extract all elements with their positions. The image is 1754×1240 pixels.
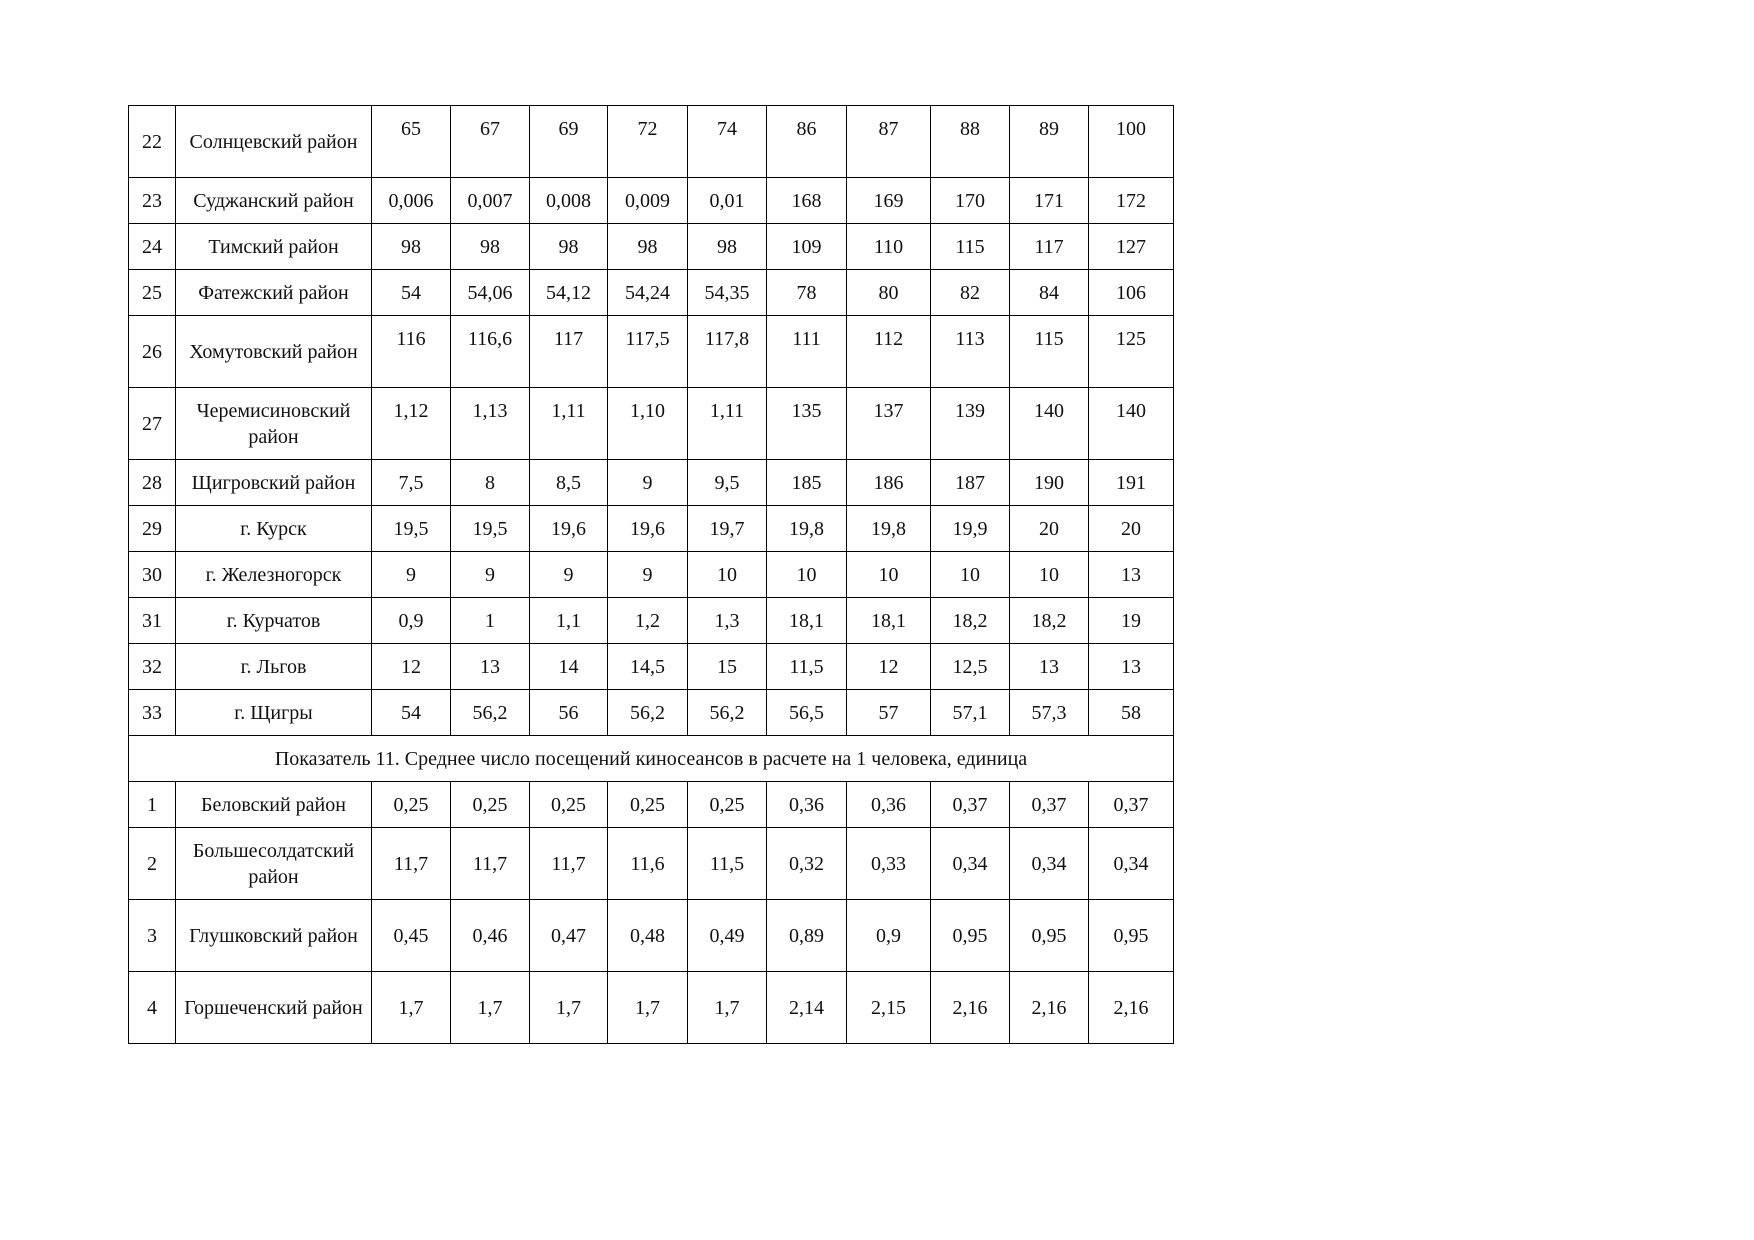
- value-cell: 11,5: [688, 828, 767, 900]
- value-cell: 1,7: [372, 972, 451, 1044]
- value-cell: 0,32: [767, 828, 847, 900]
- value-cell: 0,37: [1089, 782, 1174, 828]
- value-cell: 18,1: [767, 598, 847, 644]
- value-cell: 1,11: [688, 388, 767, 460]
- value-cell: 0,01: [688, 178, 767, 224]
- value-cell: 98: [451, 224, 530, 270]
- table-row: [129, 270, 1174, 316]
- value-cell: 19,7: [688, 506, 767, 552]
- statistics-table: [128, 105, 1174, 1044]
- value-cell: 9: [451, 552, 530, 598]
- lower-table-body: [129, 782, 1174, 1044]
- value-cell: 57: [847, 690, 931, 736]
- value-cell: 19,8: [767, 506, 847, 552]
- row-number: 24: [129, 224, 176, 270]
- value-cell: 10: [767, 552, 847, 598]
- value-cell: 186: [847, 460, 931, 506]
- table-row: [129, 598, 1174, 644]
- value-cell: 0,89: [767, 900, 847, 972]
- row-number: 26: [129, 316, 176, 388]
- value-cell: 14,5: [608, 644, 688, 690]
- district-name: Солнцевский район: [176, 106, 372, 178]
- value-cell: 10: [931, 552, 1010, 598]
- value-cell: 0,95: [931, 900, 1010, 972]
- district-name: Тимский район: [176, 224, 372, 270]
- value-cell: 0,25: [372, 782, 451, 828]
- value-cell: 171: [1010, 178, 1089, 224]
- value-cell: 2,16: [1089, 972, 1174, 1044]
- value-cell: 54,12: [530, 270, 608, 316]
- value-cell: 9,5: [688, 460, 767, 506]
- value-cell: 0,49: [688, 900, 767, 972]
- value-cell: 10: [847, 552, 931, 598]
- value-cell: 84: [1010, 270, 1089, 316]
- value-cell: 86: [767, 106, 847, 178]
- value-cell: 8: [451, 460, 530, 506]
- value-cell: 0,37: [931, 782, 1010, 828]
- table-row: [129, 506, 1174, 552]
- value-cell: 98: [372, 224, 451, 270]
- upper-table-body: [129, 106, 1174, 736]
- value-cell: 13: [1010, 644, 1089, 690]
- value-cell: 54,35: [688, 270, 767, 316]
- row-number: 25: [129, 270, 176, 316]
- value-cell: 185: [767, 460, 847, 506]
- district-name: г. Железногорск: [176, 552, 372, 598]
- value-cell: 56,2: [451, 690, 530, 736]
- value-cell: 135: [767, 388, 847, 460]
- table-row: [129, 106, 1174, 178]
- value-cell: 19,5: [372, 506, 451, 552]
- table-row: [129, 460, 1174, 506]
- value-cell: 10: [1010, 552, 1089, 598]
- value-cell: 125: [1089, 316, 1174, 388]
- value-cell: 11,6: [608, 828, 688, 900]
- value-cell: 0,33: [847, 828, 931, 900]
- table-row: [129, 552, 1174, 598]
- district-name: Глушковский район: [176, 900, 372, 972]
- value-cell: 169: [847, 178, 931, 224]
- value-cell: 11,7: [451, 828, 530, 900]
- value-cell: 56,2: [608, 690, 688, 736]
- value-cell: 116: [372, 316, 451, 388]
- value-cell: 140: [1089, 388, 1174, 460]
- value-cell: 111: [767, 316, 847, 388]
- value-cell: 115: [931, 224, 1010, 270]
- value-cell: 0,46: [451, 900, 530, 972]
- row-number: 23: [129, 178, 176, 224]
- value-cell: 0,48: [608, 900, 688, 972]
- row-number: 2: [129, 828, 176, 900]
- value-cell: 18,2: [1010, 598, 1089, 644]
- district-name: Суджанский район: [176, 178, 372, 224]
- value-cell: 1,7: [530, 972, 608, 1044]
- table-row: [129, 900, 1174, 972]
- value-cell: 13: [1089, 552, 1174, 598]
- value-cell: 117,5: [608, 316, 688, 388]
- district-name: Щигровский район: [176, 460, 372, 506]
- value-cell: 0,009: [608, 178, 688, 224]
- value-cell: 0,95: [1010, 900, 1089, 972]
- value-cell: 0,36: [847, 782, 931, 828]
- row-number: 30: [129, 552, 176, 598]
- row-number: 33: [129, 690, 176, 736]
- value-cell: 117,8: [688, 316, 767, 388]
- value-cell: 0,34: [931, 828, 1010, 900]
- value-cell: 12: [847, 644, 931, 690]
- value-cell: 78: [767, 270, 847, 316]
- value-cell: 0,36: [767, 782, 847, 828]
- value-cell: 190: [1010, 460, 1089, 506]
- value-cell: 19,6: [530, 506, 608, 552]
- value-cell: 0,95: [1089, 900, 1174, 972]
- value-cell: 88: [931, 106, 1010, 178]
- value-cell: 109: [767, 224, 847, 270]
- value-cell: 139: [931, 388, 1010, 460]
- value-cell: 1,13: [451, 388, 530, 460]
- value-cell: 18,2: [931, 598, 1010, 644]
- value-cell: 168: [767, 178, 847, 224]
- district-name: Беловский район: [176, 782, 372, 828]
- table-row: [129, 388, 1174, 460]
- value-cell: 56,2: [688, 690, 767, 736]
- table-row: [129, 178, 1174, 224]
- value-cell: 113: [931, 316, 1010, 388]
- value-cell: 18,1: [847, 598, 931, 644]
- value-cell: 9: [608, 460, 688, 506]
- row-number: 22: [129, 106, 176, 178]
- value-cell: 172: [1089, 178, 1174, 224]
- value-cell: 137: [847, 388, 931, 460]
- table-row: [129, 644, 1174, 690]
- value-cell: 0,25: [688, 782, 767, 828]
- value-cell: 2,15: [847, 972, 931, 1044]
- value-cell: 127: [1089, 224, 1174, 270]
- value-cell: 89: [1010, 106, 1089, 178]
- value-cell: 65: [372, 106, 451, 178]
- section-title: Показатель 11. Среднее число посещений киносеансов в расчете на 1 человека, единица: [129, 736, 1174, 782]
- value-cell: 19,9: [931, 506, 1010, 552]
- value-cell: 12,5: [931, 644, 1010, 690]
- value-cell: 11,5: [767, 644, 847, 690]
- value-cell: 0,9: [372, 598, 451, 644]
- value-cell: 56,5: [767, 690, 847, 736]
- value-cell: 117: [1010, 224, 1089, 270]
- value-cell: 1,11: [530, 388, 608, 460]
- value-cell: 74: [688, 106, 767, 178]
- value-cell: 13: [1089, 644, 1174, 690]
- value-cell: 0,25: [451, 782, 530, 828]
- value-cell: 20: [1010, 506, 1089, 552]
- value-cell: 11,7: [530, 828, 608, 900]
- value-cell: 69: [530, 106, 608, 178]
- value-cell: 140: [1010, 388, 1089, 460]
- value-cell: 15: [688, 644, 767, 690]
- district-name: г. Щигры: [176, 690, 372, 736]
- value-cell: 54: [372, 270, 451, 316]
- value-cell: 0,34: [1010, 828, 1089, 900]
- section-header-body: [129, 736, 1174, 782]
- value-cell: 1,1: [530, 598, 608, 644]
- value-cell: 2,16: [931, 972, 1010, 1044]
- row-number: 31: [129, 598, 176, 644]
- district-name: Хомутовский район: [176, 316, 372, 388]
- value-cell: 0,45: [372, 900, 451, 972]
- value-cell: 9: [372, 552, 451, 598]
- value-cell: 9: [608, 552, 688, 598]
- value-cell: 1,7: [608, 972, 688, 1044]
- value-cell: 14: [530, 644, 608, 690]
- value-cell: 1,10: [608, 388, 688, 460]
- value-cell: 98: [530, 224, 608, 270]
- value-cell: 19: [1089, 598, 1174, 644]
- value-cell: 12: [372, 644, 451, 690]
- value-cell: 1,7: [451, 972, 530, 1044]
- value-cell: 13: [451, 644, 530, 690]
- value-cell: 0,006: [372, 178, 451, 224]
- row-number: 4: [129, 972, 176, 1044]
- section-header-row: [129, 736, 1174, 782]
- value-cell: 117: [530, 316, 608, 388]
- value-cell: 1,12: [372, 388, 451, 460]
- value-cell: 54: [372, 690, 451, 736]
- value-cell: 98: [688, 224, 767, 270]
- value-cell: 57,3: [1010, 690, 1089, 736]
- row-number: 1: [129, 782, 176, 828]
- district-name: Горшеченский район: [176, 972, 372, 1044]
- value-cell: 191: [1089, 460, 1174, 506]
- value-cell: 2,14: [767, 972, 847, 1044]
- value-cell: 9: [530, 552, 608, 598]
- table-row: [129, 224, 1174, 270]
- value-cell: 0,25: [530, 782, 608, 828]
- table-row: [129, 690, 1174, 736]
- value-cell: 82: [931, 270, 1010, 316]
- value-cell: 19,5: [451, 506, 530, 552]
- value-cell: 56: [530, 690, 608, 736]
- value-cell: 0,25: [608, 782, 688, 828]
- value-cell: 106: [1089, 270, 1174, 316]
- value-cell: 2,16: [1010, 972, 1089, 1044]
- value-cell: 116,6: [451, 316, 530, 388]
- value-cell: 115: [1010, 316, 1089, 388]
- row-number: 28: [129, 460, 176, 506]
- row-number: 32: [129, 644, 176, 690]
- district-name: Большесолдатский район: [176, 828, 372, 900]
- value-cell: 1,7: [688, 972, 767, 1044]
- value-cell: 1: [451, 598, 530, 644]
- table-row: [129, 782, 1174, 828]
- value-cell: 10: [688, 552, 767, 598]
- value-cell: 8,5: [530, 460, 608, 506]
- value-cell: 1,3: [688, 598, 767, 644]
- value-cell: 0,008: [530, 178, 608, 224]
- table-row: [129, 828, 1174, 900]
- value-cell: 170: [931, 178, 1010, 224]
- value-cell: 0,47: [530, 900, 608, 972]
- table-row: [129, 972, 1174, 1044]
- value-cell: 0,007: [451, 178, 530, 224]
- value-cell: 11,7: [372, 828, 451, 900]
- value-cell: 1,2: [608, 598, 688, 644]
- district-name: г. Курск: [176, 506, 372, 552]
- value-cell: 7,5: [372, 460, 451, 506]
- value-cell: 72: [608, 106, 688, 178]
- value-cell: 54,06: [451, 270, 530, 316]
- row-number: 3: [129, 900, 176, 972]
- value-cell: 0,34: [1089, 828, 1174, 900]
- value-cell: 20: [1089, 506, 1174, 552]
- value-cell: 98: [608, 224, 688, 270]
- value-cell: 0,37: [1010, 782, 1089, 828]
- district-name: Черемисиновский район: [176, 388, 372, 460]
- value-cell: 87: [847, 106, 931, 178]
- value-cell: 54,24: [608, 270, 688, 316]
- value-cell: 187: [931, 460, 1010, 506]
- value-cell: 110: [847, 224, 931, 270]
- table-row: [129, 316, 1174, 388]
- district-name: Фатежский район: [176, 270, 372, 316]
- district-name: г. Курчатов: [176, 598, 372, 644]
- value-cell: 67: [451, 106, 530, 178]
- value-cell: 58: [1089, 690, 1174, 736]
- value-cell: 19,6: [608, 506, 688, 552]
- value-cell: 19,8: [847, 506, 931, 552]
- row-number: 27: [129, 388, 176, 460]
- value-cell: 57,1: [931, 690, 1010, 736]
- district-name: г. Льгов: [176, 644, 372, 690]
- row-number: 29: [129, 506, 176, 552]
- value-cell: 80: [847, 270, 931, 316]
- value-cell: 100: [1089, 106, 1174, 178]
- value-cell: 112: [847, 316, 931, 388]
- value-cell: 0,9: [847, 900, 931, 972]
